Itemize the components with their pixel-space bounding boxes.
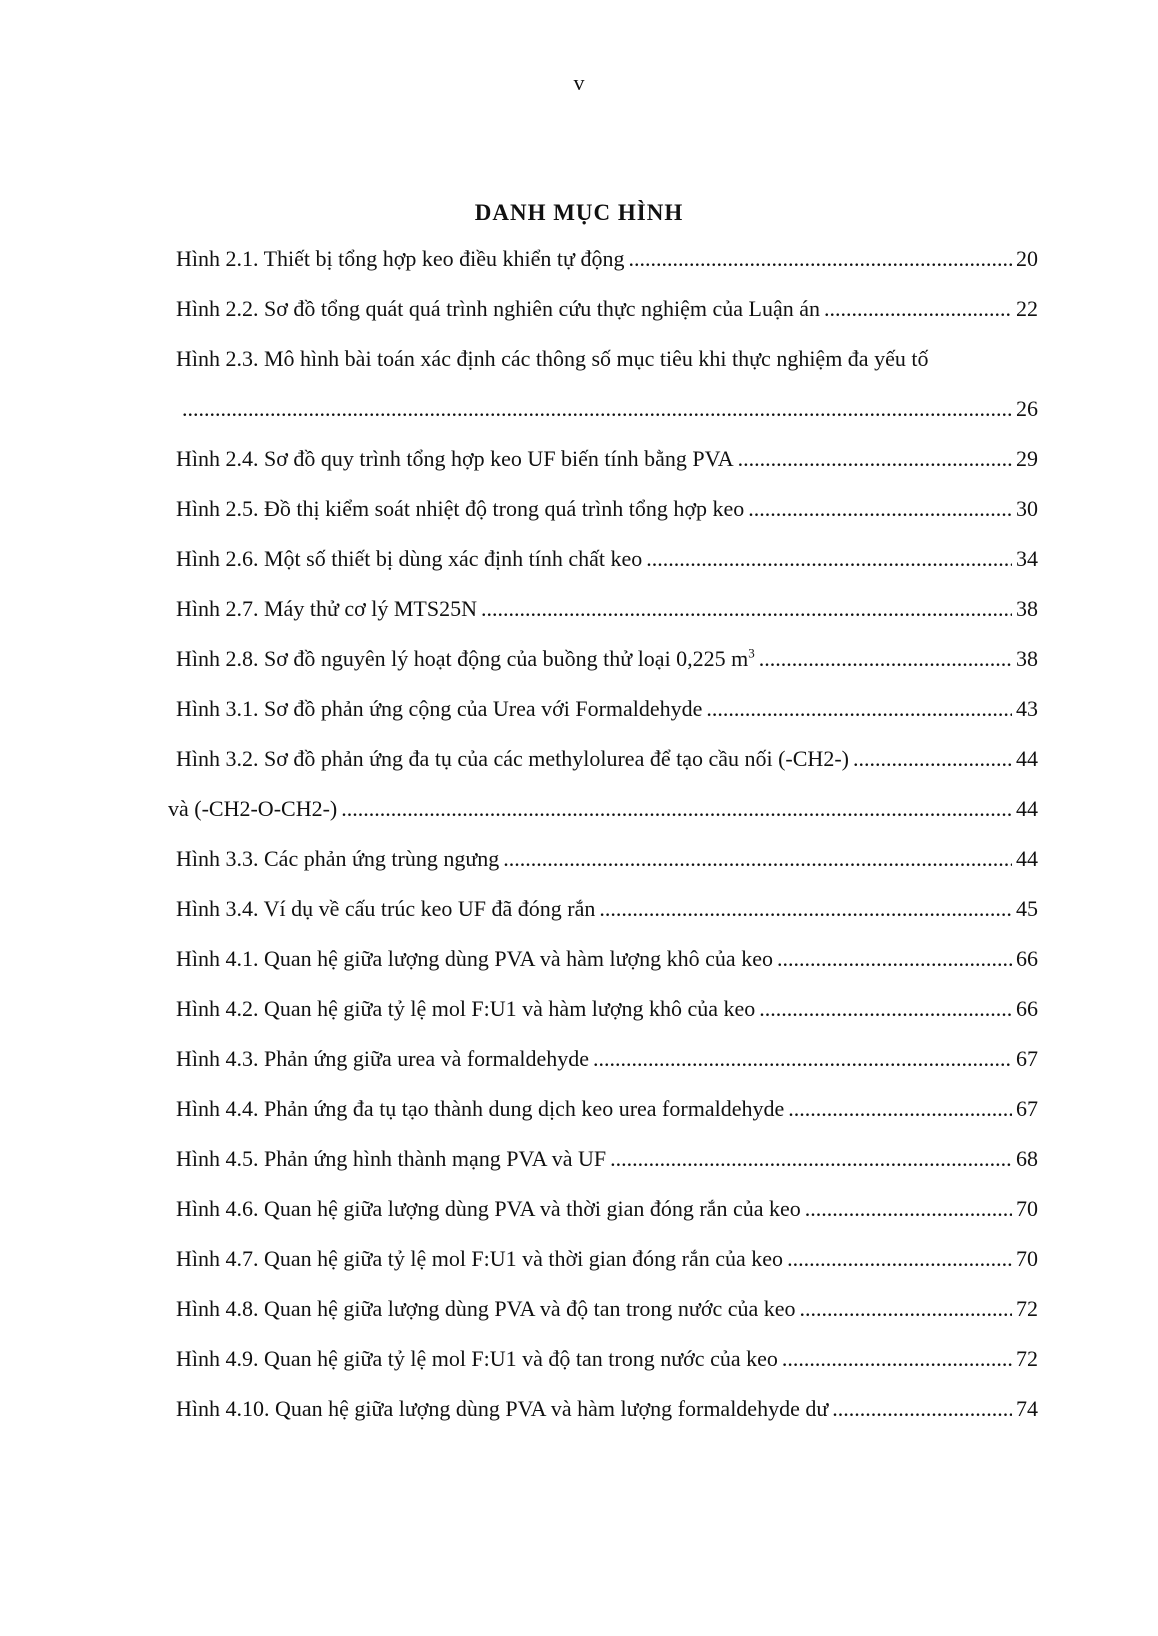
toc-entry[interactable] — [176, 1194, 1038, 1244]
toc-entry[interactable] — [176, 744, 1038, 794]
toc-entry-page: 67 — [1016, 1046, 1038, 1071]
page-title: DANH MỤC HÌNH — [474, 200, 684, 225]
toc-entry-page: 72 — [1016, 1346, 1038, 1371]
toc-entry-title: Hình 3.1. Sơ đồ phản ứng cộng của Urea với Formaldehyde — [176, 696, 703, 721]
toc-entry-title: Hình 4.5. Phản ứng hình thành mạng PVA và UF — [176, 1146, 607, 1171]
toc-entry-title: Hình 2.3. Mô hình bài toán xác định các thông số mục tiêu khi thực nghiệm đa yếu tố — [176, 346, 929, 371]
toc-entry-page: 66 — [1016, 946, 1038, 971]
toc-entry[interactable] — [176, 444, 1038, 494]
toc-entry[interactable] — [176, 1394, 1038, 1444]
toc-entry-title: Hình 2.1. Thiết bị tổng hợp keo điều khiển tự động — [176, 246, 625, 271]
toc-entry-page: 44 — [1016, 796, 1038, 821]
toc-entry-title: Hình 2.6. Một số thiết bị dùng xác định tính chất keo — [176, 546, 643, 571]
toc-entry-page: 38 — [1016, 596, 1038, 621]
dot-leader — [800, 1294, 1012, 1324]
dot-leader — [503, 844, 1012, 874]
dot-leader — [182, 394, 1012, 424]
dot-leader — [782, 1344, 1012, 1374]
superscript: 3 — [748, 645, 755, 661]
dot-leader — [481, 594, 1012, 624]
toc-entry[interactable] — [176, 1344, 1038, 1394]
toc-entry[interactable] — [176, 694, 1038, 744]
toc-entry-continuation[interactable] — [176, 394, 1038, 444]
toc-entry-page: 22 — [1016, 296, 1038, 321]
toc-entry[interactable] — [176, 894, 1038, 944]
toc-entry-title: Hình 4.6. Quan hệ giữa lượng dùng PVA và thời gian đóng rắn của keo — [176, 1196, 801, 1221]
dot-leader — [777, 944, 1012, 974]
toc-entry[interactable] — [176, 844, 1038, 894]
toc-entry-title: Hình 3.2. Sơ đồ phản ứng đa tụ của các methylolurea để tạo cầu nối (-CH2-) — [176, 746, 849, 771]
dot-leader — [853, 744, 1012, 774]
toc-entry[interactable] — [176, 494, 1038, 544]
dot-leader — [738, 444, 1012, 474]
dot-leader — [593, 1044, 1012, 1074]
toc-entry-title: Hình 3.3. Các phản ứng trùng ngưng — [176, 846, 500, 871]
dot-leader — [748, 494, 1012, 524]
dot-leader — [759, 994, 1012, 1024]
toc-entry-page: 26 — [1016, 396, 1038, 421]
toc-entry-title: Hình 4.3. Phản ứng giữa urea và formaldehyde — [176, 1046, 590, 1071]
toc-entry-title: Hình 4.1. Quan hệ giữa lượng dùng PVA và hàm lượng khô của keo — [176, 946, 773, 971]
toc-entry-title: Hình 4.2. Quan hệ giữa tỷ lệ mol F:U1 và hàm lượng khô của keo — [176, 996, 756, 1021]
toc-entry-page: 66 — [1016, 996, 1038, 1021]
dot-leader — [759, 644, 1012, 674]
toc-entry[interactable] — [176, 944, 1038, 994]
toc-entry-title: Hình 4.8. Quan hệ giữa lượng dùng PVA và độ tan trong nước của keo — [176, 1296, 796, 1321]
toc-entry-page: 72 — [1016, 1296, 1038, 1321]
toc-entry-title: Hình 2.5. Đồ thị kiểm soát nhiệt độ trong quá trình tổng hợp keo — [176, 496, 745, 521]
toc-entry-page: 43 — [1016, 696, 1038, 721]
toc-entry[interactable] — [176, 1244, 1038, 1294]
toc-entry-page: 68 — [1016, 1146, 1038, 1171]
toc-entry[interactable] — [176, 1294, 1038, 1344]
dot-leader — [805, 1194, 1012, 1224]
toc-entry-page: 44 — [1016, 746, 1038, 771]
figure-list — [168, 244, 1038, 1444]
toc-entry-title: Hình 4.7. Quan hệ giữa tỷ lệ mol F:U1 và thời gian đóng rắn của keo — [176, 1246, 784, 1271]
dot-leader — [646, 544, 1012, 574]
toc-entry[interactable] — [176, 994, 1038, 1044]
dot-leader — [706, 694, 1012, 724]
toc-entry-title: Hình 2.7. Máy thử cơ lý MTS25N — [176, 596, 477, 621]
dot-leader — [787, 1244, 1012, 1274]
toc-entry-title — [176, 644, 755, 674]
toc-entry-title: và (-CH2-O-CH2-) — [168, 796, 338, 821]
dot-leader — [599, 894, 1012, 924]
toc-entry[interactable] — [176, 244, 1038, 294]
toc-entry[interactable] — [176, 1094, 1038, 1144]
toc-entry-page: 34 — [1016, 546, 1038, 571]
toc-entry[interactable] — [176, 344, 1038, 394]
toc-entry-page: 70 — [1016, 1196, 1038, 1221]
toc-entry-title: Hình 4.10. Quan hệ giữa lượng dùng PVA và hàm lượng formaldehyde dư — [176, 1396, 829, 1421]
toc-entry[interactable] — [176, 294, 1038, 344]
toc-entry-title: Hình 3.4. Ví dụ về cấu trúc keo UF đã đóng rắn — [176, 896, 596, 921]
toc-entry-title: Hình 4.4. Phản ứng đa tụ tạo thành dung dịch keo urea formaldehyde — [176, 1096, 785, 1121]
toc-entry-title: Hình 4.9. Quan hệ giữa tỷ lệ mol F:U1 và độ tan trong nước của keo — [176, 1346, 778, 1371]
toc-entry-page: 29 — [1016, 446, 1038, 471]
toc-entry-page: 45 — [1016, 896, 1038, 921]
toc-entry-page: 44 — [1016, 846, 1038, 871]
dot-leader — [824, 294, 1012, 324]
toc-entry-page: 20 — [1016, 246, 1038, 271]
dot-leader — [832, 1394, 1012, 1424]
toc-entry-title-text: Hình 2.8. Sơ đồ nguyên lý hoạt động của buồng thử loại 0,225 m — [176, 646, 749, 671]
toc-entry[interactable] — [176, 644, 1038, 694]
toc-entry-title: Hình 2.4. Sơ đồ quy trình tổng hợp keo UF biến tính bằng PVA — [176, 446, 734, 471]
toc-entry[interactable] — [176, 1044, 1038, 1094]
toc-entry-page: 67 — [1016, 1096, 1038, 1121]
toc-entry-page: 74 — [1016, 1396, 1038, 1421]
toc-entry[interactable] — [176, 544, 1038, 594]
dot-leader — [788, 1094, 1012, 1124]
dot-leader — [610, 1144, 1012, 1174]
toc-entry[interactable] — [176, 594, 1038, 644]
toc-entry-page: 38 — [1016, 646, 1038, 671]
toc-entry-page: 70 — [1016, 1246, 1038, 1271]
page-number: v — [573, 70, 585, 95]
toc-entry[interactable] — [176, 1144, 1038, 1194]
dot-leader — [341, 794, 1012, 824]
dot-leader — [628, 244, 1012, 274]
toc-entry-page: 30 — [1016, 496, 1038, 521]
toc-entry[interactable] — [168, 794, 1038, 844]
toc-entry-title: Hình 2.2. Sơ đồ tổng quát quá trình nghiên cứu thực nghiệm của Luận án — [176, 296, 821, 321]
